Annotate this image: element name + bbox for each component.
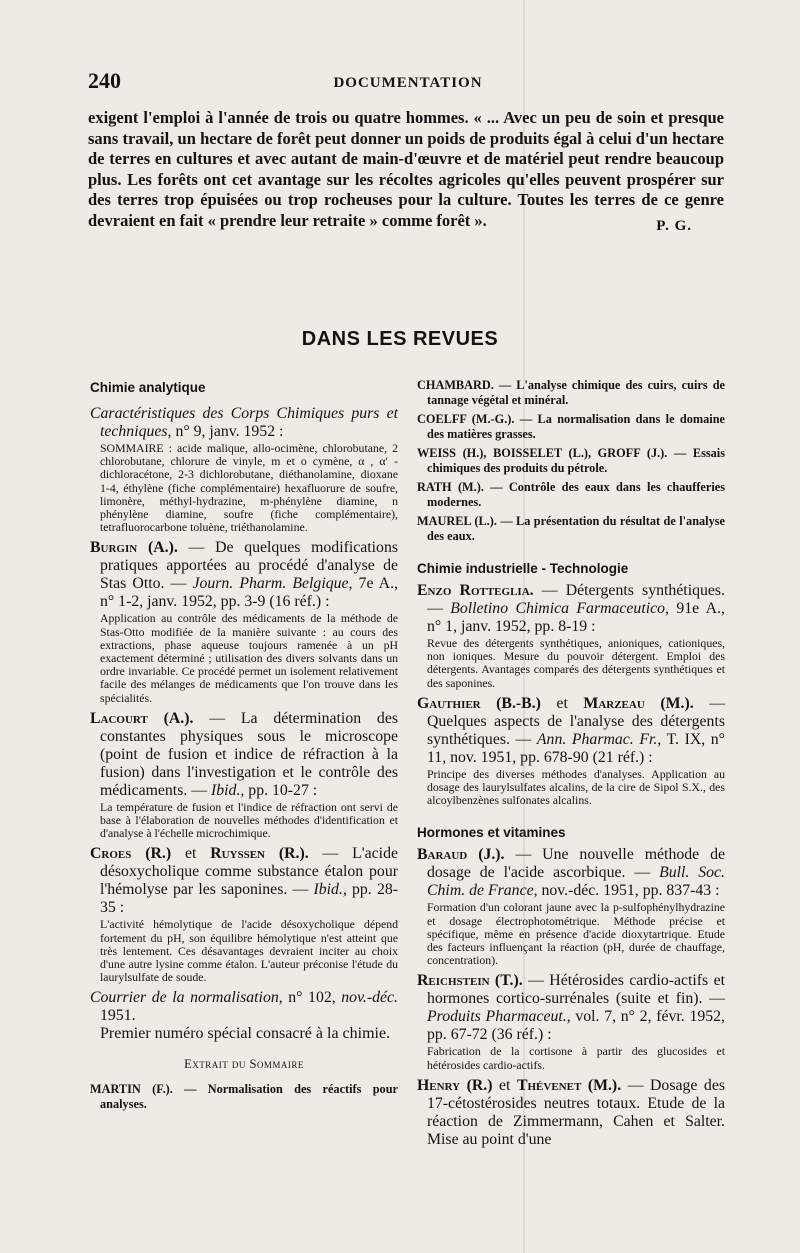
intro-text: exigent l'emploi à l'année de trois ou quatre hommes. « ... Avec un peu de soin et presque sans travail, un hectare de forêt peut donner un poids de produits égal à celui d'un hectare de terres en cultures et avec autant de main-d'œuvre et de matériel peut rendre beaucoup plus. Les forêts ont cet avantage sur les récoltes agricoles qu'elles peuvent prospérer sur des terres trop épuisées ou trop rocheuses pour la culture. Toutes les terres de ce genre devraient en fait « prendre leur retraite » comme forêt ». bbox=[88, 108, 724, 230]
journal-name: Ann. Pharmac. Fr., bbox=[536, 730, 662, 748]
journal-name: Journ. Pharm. Belgique, bbox=[192, 575, 353, 593]
entry-abstract: L'activité hémolytique de l'acide désoxycholique dépend fortement du pH, son équilibre hémolytique n'est atteint que très lentement. Ces désavantages devraient inciter au choix d'une autre lysine comme étalon. L'auteur préconise l'étude du laurylsulfate de soude. bbox=[100, 917, 398, 985]
entry-citation bbox=[417, 582, 725, 636]
list-item: RATH (M.). — Contrôle des eaux dans les chaufferies modernes. bbox=[417, 480, 725, 509]
author: Lacourt (A.). bbox=[90, 709, 194, 727]
intro-paragraph bbox=[88, 108, 724, 232]
entry-gauthier bbox=[417, 695, 725, 808]
entry-lacourt bbox=[90, 710, 398, 841]
signature: P. G. bbox=[656, 218, 692, 234]
article-title: — La détermination des constantes physiques sous le microscope (point de fusion et indice de réfraction à la fusion) dans l'investigation et le contrôle des médicaments. — bbox=[100, 709, 398, 799]
entry-caracteristiques bbox=[90, 405, 398, 534]
sommaire-list bbox=[417, 378, 725, 543]
entry-burgin bbox=[90, 539, 398, 704]
author: Gauthier (B.-B.) bbox=[417, 694, 541, 712]
entry-reichstein bbox=[417, 972, 725, 1071]
page-number: 240 bbox=[88, 68, 121, 93]
citation-details: n° 102, bbox=[282, 989, 342, 1007]
entry-citation bbox=[90, 989, 398, 1025]
entry-abstract: La température de fusion et l'indice de réfraction ont servi de base à l'élaboration de nouvelles méthodes d'identification et d'analyse à l'échelle microchimique. bbox=[100, 799, 398, 841]
article-title: — Hétérosides cardio-actifs et hormones cortico-surrénales (suite et fin). — bbox=[427, 972, 725, 1008]
publication-title: Courrier de la normalisation, bbox=[90, 989, 283, 1007]
journal-name: Produits Pharmaceut., bbox=[427, 1008, 571, 1026]
entry-courrier bbox=[90, 989, 398, 1043]
left-column bbox=[90, 380, 398, 1111]
entry-abstract: Application au contrôle des médicaments de la méthode de Stas-Otto modifiée de la manière suivante : au cours des extractions, phase aqueuse toujours ramenée à un pH exactement déterminé ; utilisation des divers solvants dans un ordre invariable. Ce procédé permet un isolement relativement facile des mélanges de médicaments que l'on trouve dans les spécialités. bbox=[100, 611, 398, 705]
article-title: — L'acide désoxycholique comme substance étalon pour l'hémolyse par les saponines. — bbox=[100, 845, 398, 899]
author: Burgin (A.). bbox=[90, 539, 178, 557]
entry-citation bbox=[417, 846, 726, 900]
author: Reichstein (T.). bbox=[417, 972, 523, 990]
section-title: DANS LES REVUES bbox=[301, 328, 499, 350]
article-title: — De quelques modifications pratiques apportées au procédé d'analyse de Stas Otto. — bbox=[100, 539, 398, 593]
subhead-chimie-industrielle: Chimie industrielle - Technologie bbox=[417, 561, 629, 576]
entry-note: Premier numéro spécial consacré à la chimie. bbox=[100, 1025, 391, 1043]
citation-details: T. IX, n° 11, nov. 1951, pp. 678-90 (21 réf.) : bbox=[427, 730, 725, 766]
citation-details: n° 9, janv. 1952 : bbox=[171, 423, 284, 440]
entry-citation bbox=[417, 1076, 725, 1149]
publication-title: Caractéristiques des Corps Chimiques purs et techniques, bbox=[90, 405, 398, 440]
entry-abstract: Formation d'un colorant jaune avec la p-sulfophénylhydrazine et dosage électrophotométrique. Méthode précise et spécifique, même en présence d'acide dioxytartrique. Etude des facteurs influençant la réaction (pH, durée de chauffage, concentration). bbox=[427, 900, 725, 968]
running-title: DOCUMENTATION bbox=[333, 75, 483, 91]
entry-citation bbox=[417, 694, 725, 767]
journal-name: Bull. Soc. Chim. de France, bbox=[427, 864, 726, 900]
article-title: — Détergents synthétiques. — bbox=[427, 582, 725, 617]
entry-abstract: Revue des détergents synthétiques, anioniques, cationiques, non ioniques. Mesure du pouvoir détergent. Emploi des détergents. Avantages comparés des détergents synthétiques et des saponines. bbox=[427, 636, 725, 690]
author: Croes (R.) bbox=[90, 845, 172, 863]
right-column bbox=[417, 378, 725, 1154]
list-item: WEISS (H.), BOISSELET (L.), GROFF (J.). — Essais chimiques des produits du pétrole. bbox=[417, 446, 725, 475]
entry-citation bbox=[90, 539, 398, 611]
citation-details: pp. 28-35 : bbox=[100, 881, 398, 917]
author: Enzo Rotteglia. bbox=[417, 582, 534, 599]
journal-name: Ibid., bbox=[313, 881, 347, 899]
page-header bbox=[88, 68, 728, 98]
subhead-hormones: Hormones et vitamines bbox=[417, 825, 566, 841]
conjunction: et bbox=[540, 694, 584, 712]
entry-citation bbox=[417, 972, 726, 1044]
author: Ruyssen (R.). bbox=[210, 845, 309, 863]
citation-date: nov.-déc. bbox=[341, 989, 398, 1007]
citation-year: 1951. bbox=[100, 1007, 136, 1025]
conjunction: et bbox=[492, 1076, 517, 1094]
entry-abstract: Principe des diverses méthodes d'analyses. Application au dosage des laurylsulfates alcalins, de la cire de Sipol S.X., des alcoylbenzènes sulfonates alcalins. bbox=[427, 766, 725, 808]
conjunction: et bbox=[171, 845, 211, 863]
citation-details: 91e A., n° 1, janv. 1952, pp. 8-19 : bbox=[427, 600, 725, 635]
entry-abstract: SOMMAIRE : acide malique, allo-ocimène, chlorobutane, 2 chlorobutane, chlorure de vinyle, m et o cymène, α , α′ -dichloracétone, 2-3 dichlorobutane, diéthanolamine, dioxane 1-4, éthylène (fiche complémentaire) hexafluorure de soufre, limonère, méthyl-hydrazine, m-phénylène diamine, n phénylène diamine, soufre (fiche complémentaire), tetrafluorocarbone toluène, triéthanolamine. bbox=[100, 441, 398, 535]
article-title: — Quelques aspects de l'analyse des détergents synthétiques. — bbox=[427, 694, 725, 748]
entry-citation bbox=[90, 709, 398, 800]
entry-citation bbox=[90, 845, 398, 917]
article-title: — Dosage des 17-cétostérosides neutres totaux. Etude de la réaction de Zimmermann, Cahen et Salter. Mise au point d'une bbox=[427, 1076, 725, 1148]
entry-martin: MARTIN (F.). — Normalisation des réactifs pour analyses. bbox=[90, 1082, 398, 1111]
entry-baraud bbox=[417, 846, 725, 967]
entry-abstract: Fabrication de la cortisone à partir des glucosides et hétérosides cardio-actifs. bbox=[427, 1044, 725, 1072]
journal-name: Ibid., bbox=[211, 781, 245, 799]
journal-name: Bolletino Chimica Farmaceutico, bbox=[450, 600, 669, 617]
subhead-chimie-analytique: Chimie analytique bbox=[90, 380, 206, 395]
entry-henry bbox=[417, 1077, 725, 1149]
citation-details: 7e A., n° 1-2, janv. 1952, pp. 3-9 (16 réf.) : bbox=[100, 575, 398, 611]
citation-details: vol. 7, n° 2, févr. 1952, pp. 67-72 (36 réf.) : bbox=[427, 1008, 726, 1044]
list-item: MAUREL (L.). — La présentation du résultat de l'analyse des eaux. bbox=[417, 514, 725, 543]
author: Thévenet (M.). bbox=[516, 1076, 622, 1094]
entry-citation bbox=[90, 405, 398, 441]
entry-croes bbox=[90, 845, 398, 984]
citation-details: pp. 10-27 : bbox=[244, 781, 318, 799]
list-item: CHAMBARD. — L'analyse chimique des cuirs, cuirs de tannage végétal et minéral. bbox=[417, 378, 725, 407]
article-title: — Une nouvelle méthode de dosage de l'acide ascorbique. — bbox=[427, 846, 725, 882]
extrait-heading: Extrait du Sommaire bbox=[184, 1057, 304, 1072]
list-item: COELFF (M.-G.). — La normalisation dans le domaine des matières grasses. bbox=[417, 412, 725, 441]
author: Marzeau (M.). bbox=[583, 694, 694, 712]
citation-details: nov.-déc. 1951, pp. 837-43 : bbox=[537, 882, 720, 900]
entry-rotteglia bbox=[417, 582, 725, 690]
author: Henry (R.) bbox=[417, 1076, 493, 1094]
author: Baraud (J.). bbox=[417, 846, 505, 864]
